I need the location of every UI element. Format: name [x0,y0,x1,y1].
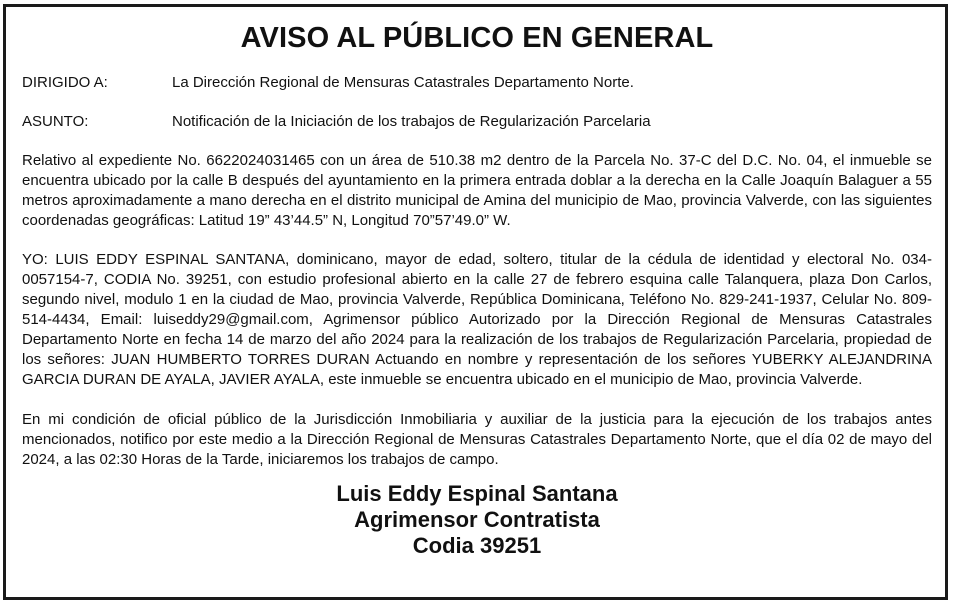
addressed-row [22,73,932,93]
addressed-value: La Dirección Regional de Mensuras Catastrales Departamento Norte. [172,74,634,91]
signature-block [22,481,932,559]
signature-codia: Codia 39251 [412,533,542,558]
subject-label: ASUNTO: [22,113,89,130]
signature-name: Luis Eddy Espinal Santana [336,481,618,506]
subject-value: Notificación de la Iniciación de los trabajos de Regularización Parcelaria [172,113,651,130]
public-notice [3,4,948,600]
subject-row [22,112,932,132]
signature-role: Agrimensor Contratista [354,507,600,532]
addressed-label: DIRIGIDO A: [22,74,108,91]
notice-title: AVISO AL PÚBLICO EN GENERAL [240,22,714,54]
notification-paragraph: En mi condición de oficial público de la Jurisdicción Inmobiliaria y auxiliar de la justicia para la ejecución de los trabajos antes mencionados, notifico por este medio a la Dirección Regional de Mensuras Catastrales Departamento Norte, que el día 02 de mayo del 2024, a las 02:30 Horas de la Tarde, iniciaremos los trabajos de campo. [22,411,932,468]
property-paragraph: Relativo al expediente No. 6622024031465 con un área de 510.38 m2 dentro de la Parcela No. 37-C del D.C. No. 04, el inmueble se encuentra ubicado por la calle B después del ayuntamiento en la primera entrada doblar a la derecha en la Calle Joaquín Balaguer a 55 metros aproximadamente a mano derecha en el distrito municipal de Amina del municipio de Mao, provincia Valverde, con las siguientes coordenadas geográficas: Latitud 19” 43’44.5” N, Longitud 70”57’49.0” W. [22,152,932,229]
surveyor-paragraph: YO: LUIS EDDY ESPINAL SANTANA, dominicano, mayor de edad, soltero, titular de la cédula de identidad y electoral No. 034-0057154-7, CODIA No. 39251, con estudio profesional abierto en la calle 27 de febrero esquina calle Talanquera, plaza Don Carlos, segundo nivel, modulo 1 en la ciudad de Mao, provincia Valverde, República Dominicana, Teléfono No. 829-241-1937, Celular No. 809-514-4434, Email: luiseddy29@gmail.com, Agrimensor público Autorizado por la Dirección Regional de Mensuras Catastrales Departamento Norte en fecha 14 de marzo del año 2024 para la realización de los trabajos de Regularización Parcelaria, propiedad de los señores: JUAN HUMBERTO TORRES DURAN Actuando en nombre y representación de los señores YUBERKY ALEJANDRINA GARCIA DURAN DE AYALA, JAVIER AYALA, este inmueble se encuentra ubicado en el municipio de Mao, provincia Valverde. [22,251,932,388]
